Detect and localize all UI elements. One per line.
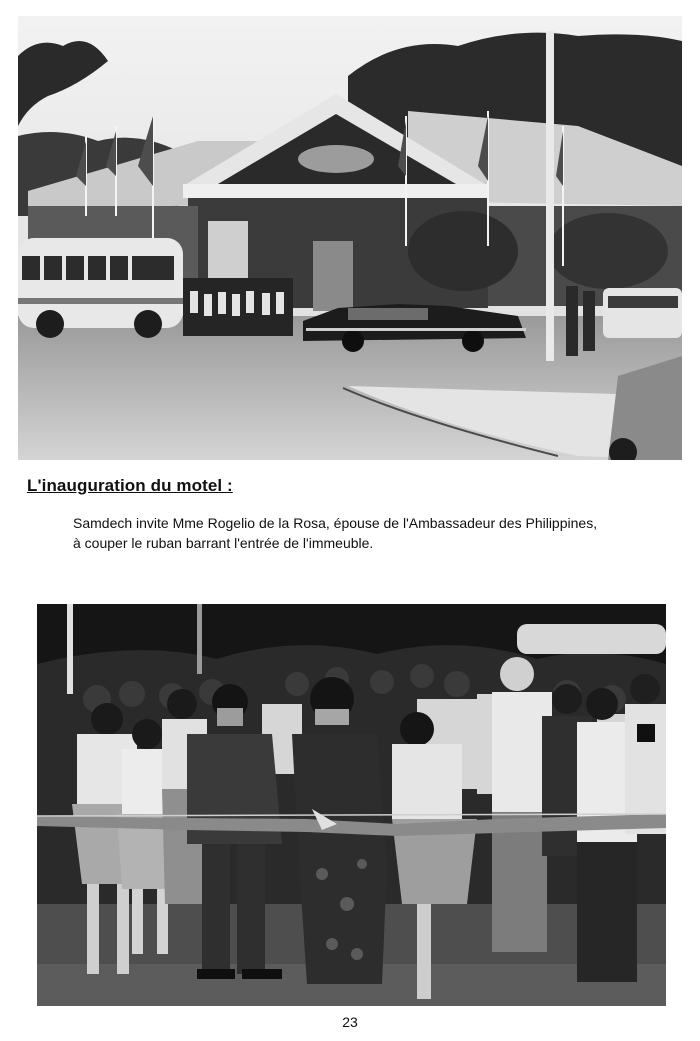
motel-building-photo xyxy=(18,16,682,460)
caption-line: à couper le ruban barrant l'entrée de l'immeuble. xyxy=(73,535,374,551)
section-heading: L'inauguration du motel : xyxy=(27,476,233,495)
caption-line: Samdech invite Mme Rogelio de la Rosa, épouse de l'Ambassadeur des Philippines, xyxy=(73,515,598,531)
ribbon-cutting-photo xyxy=(37,604,666,1006)
photo-caption xyxy=(73,513,683,553)
page-number: 23 xyxy=(342,1014,358,1030)
